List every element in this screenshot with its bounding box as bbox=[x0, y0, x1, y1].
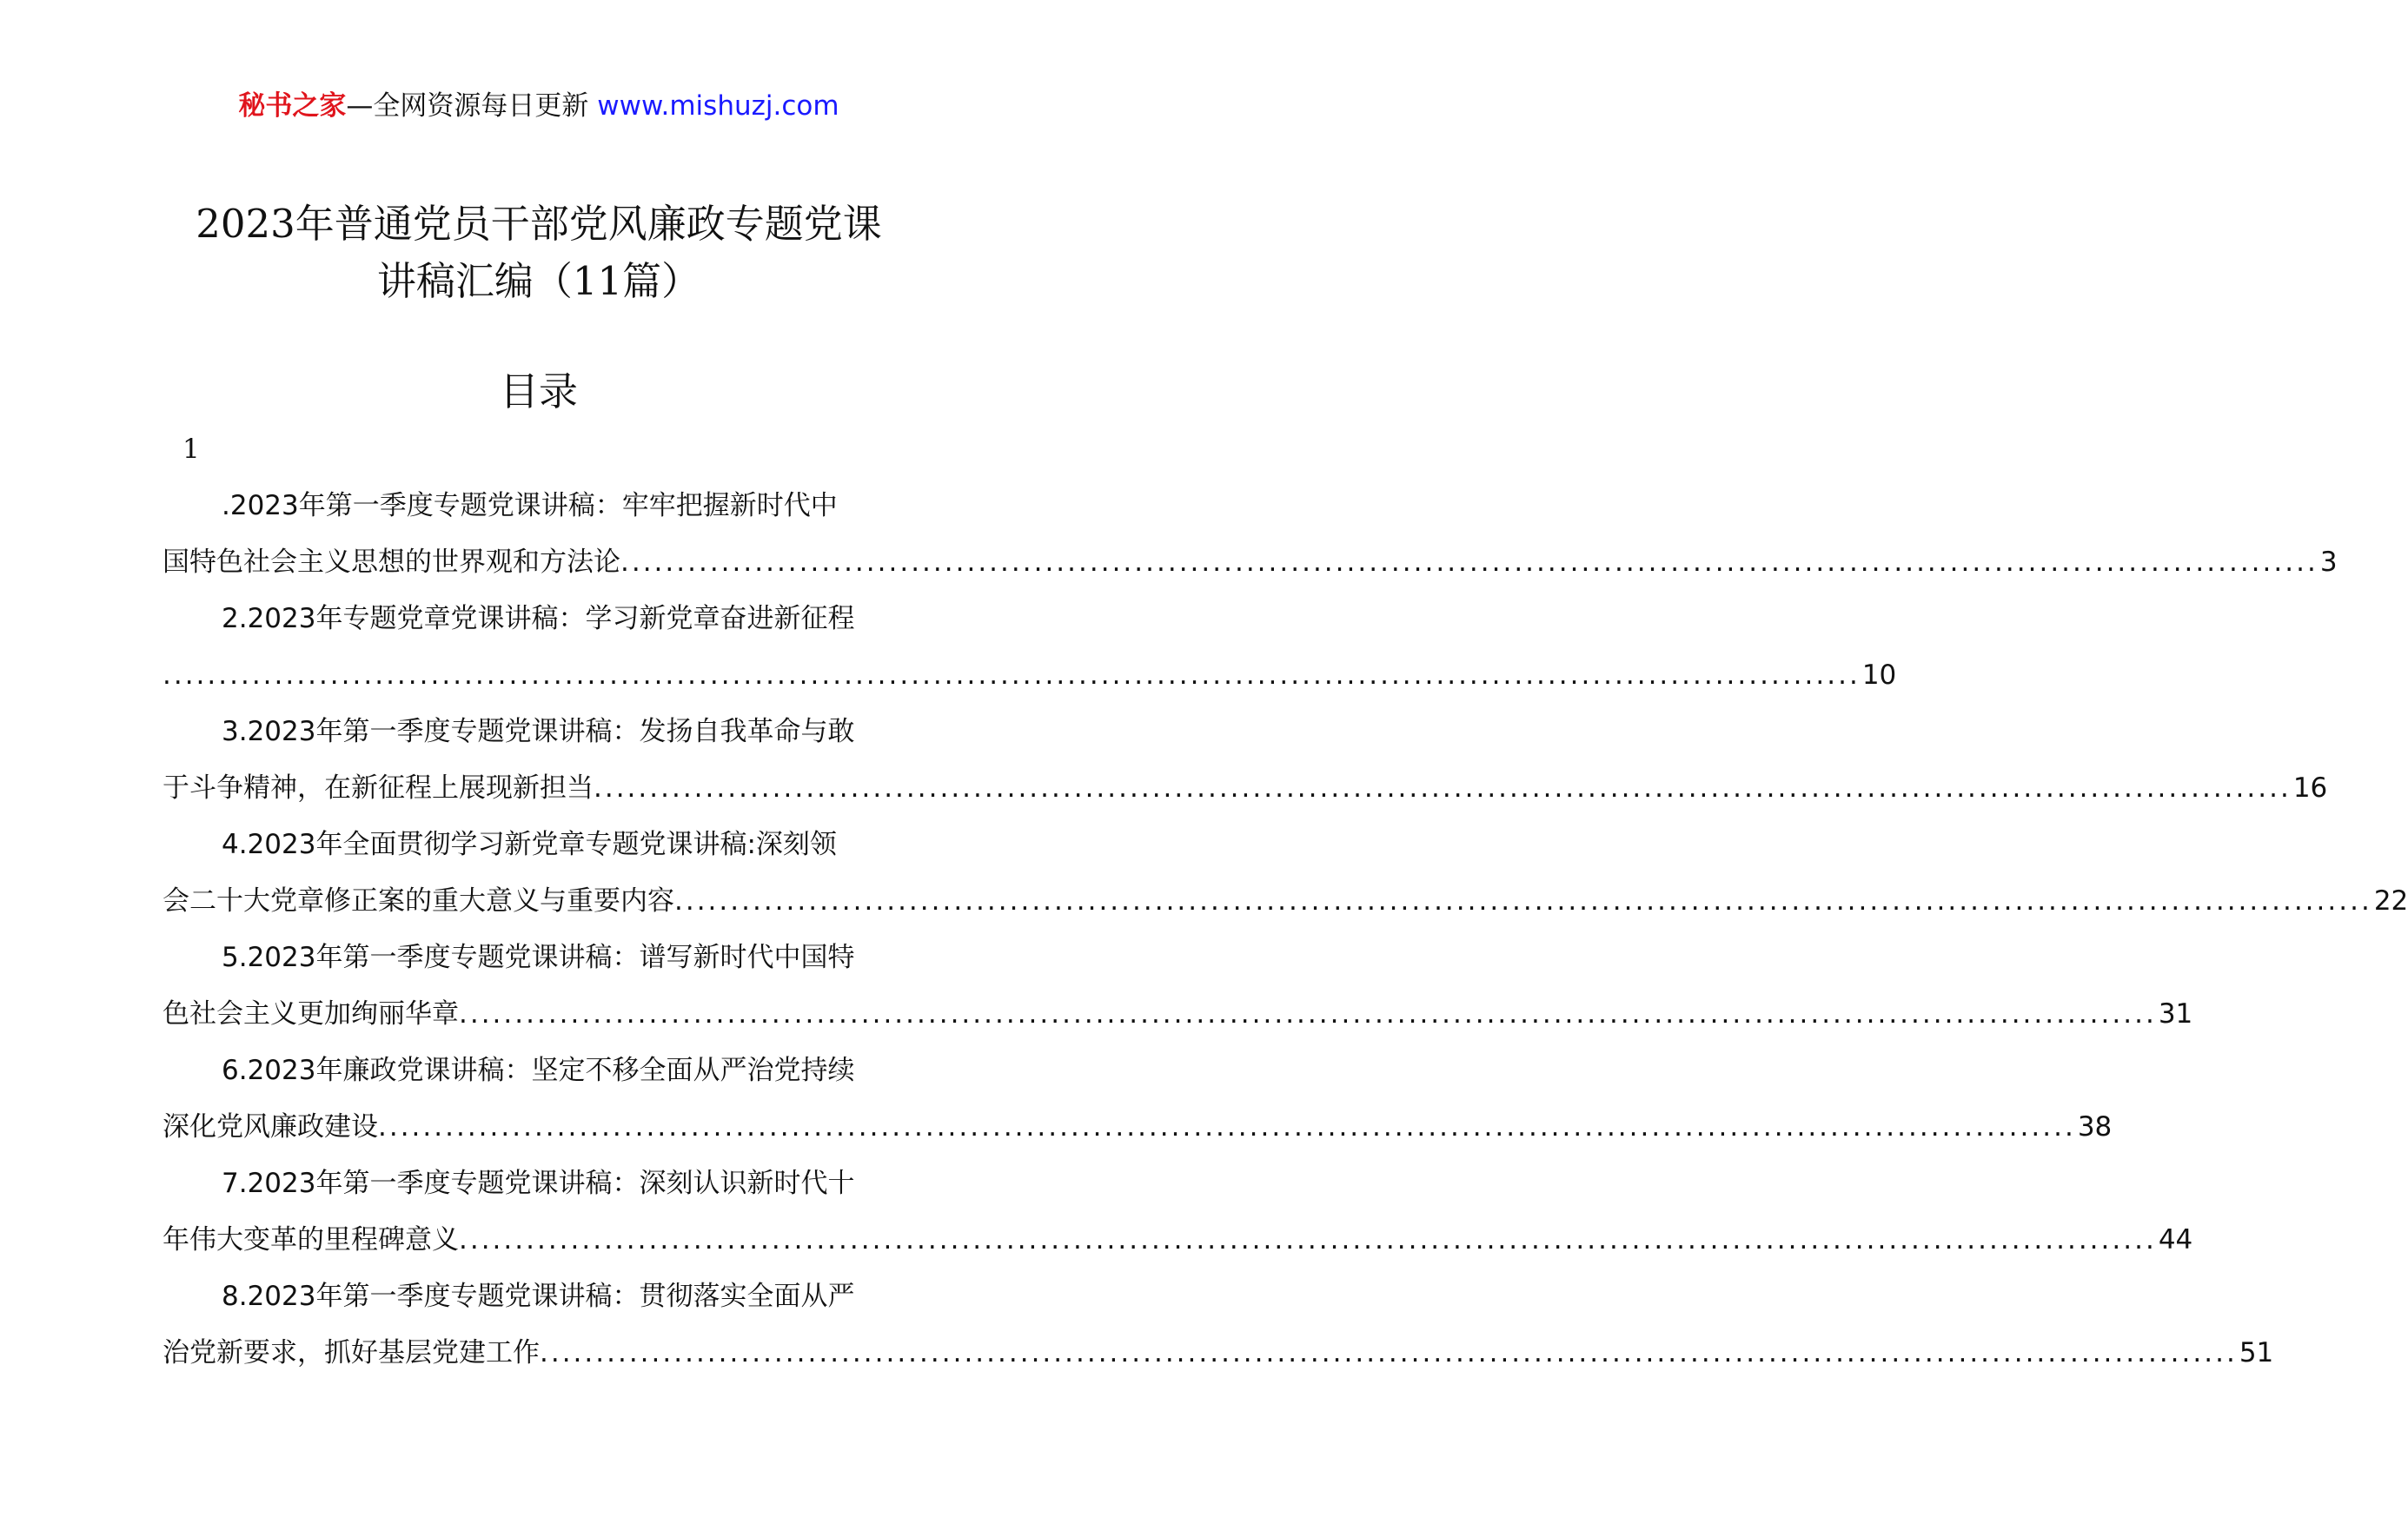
toc-entry-title-continuation: 会二十大党章修正案的重大意义与重要内容 bbox=[163, 885, 674, 917]
site-url-link[interactable]: www.mishuzj.com bbox=[597, 90, 839, 122]
toc-entry-title: .2023年第一季度专题党课讲稿：牢牢把握新时代中 bbox=[222, 490, 838, 521]
toc-entry-title: 8.2023年第一季度专题党课讲稿：贯彻落实全面从严 bbox=[222, 1281, 855, 1312]
toc-entry-title: 7.2023年第一季度专题党课讲稿：深刻认识新时代十 bbox=[222, 1168, 855, 1199]
toc-entry-title-continuation: 国特色社会主义思想的世界观和方法论 bbox=[163, 547, 620, 578]
toc-dot-leader: ........................................................................................................................................................ bbox=[459, 998, 2157, 1030]
table-of-contents bbox=[163, 478, 2408, 1382]
toc-entry[interactable] bbox=[163, 478, 2338, 591]
toc-entry-leader-line bbox=[163, 1325, 2274, 1382]
toc-dot-leader: ........................................................................................................................................................ bbox=[620, 547, 2318, 578]
document-title-line-1: 2023年普通党员干部党风廉政专题党课 bbox=[196, 201, 882, 247]
toc-entry[interactable] bbox=[163, 1043, 2113, 1156]
toc-dot-leader: ........................................................................................................................................................ bbox=[459, 1224, 2157, 1256]
toc-page-number: 3 bbox=[2319, 547, 2338, 578]
toc-dot-leader: ........................................................................................................................................................ bbox=[594, 772, 2292, 804]
toc-entry-leader-line bbox=[163, 986, 2193, 1043]
toc-page-number: 10 bbox=[1861, 659, 1897, 691]
toc-entry-leader-line bbox=[163, 873, 2408, 930]
toc-entry-leader-line bbox=[163, 1099, 2113, 1156]
toc-entry-title: 3.2023年第一季度专题党课讲稿：发扬自我革命与敢 bbox=[222, 716, 855, 747]
toc-entry[interactable] bbox=[163, 817, 2408, 930]
toc-page-number: 51 bbox=[2239, 1337, 2274, 1368]
toc-entry-title-continuation: 深化党风廉政建设 bbox=[163, 1111, 378, 1143]
toc-dot-leader: ........................................................................................................................................................ bbox=[674, 885, 2372, 917]
toc-dot-leader: ........................................................................................................................................................ bbox=[378, 1111, 2076, 1143]
document-title bbox=[0, 195, 1078, 310]
toc-entry-title-continuation: 年伟大变革的里程碑意义 bbox=[163, 1224, 459, 1256]
toc-page-number: 38 bbox=[2077, 1111, 2113, 1143]
toc-entry[interactable] bbox=[163, 930, 2193, 1043]
site-tagline: —全网资源每日更新 bbox=[346, 90, 598, 122]
toc-heading: 目录 bbox=[499, 368, 578, 414]
toc-entry[interactable] bbox=[163, 704, 2328, 817]
document-title-line-2: 讲稿汇编（11篇） bbox=[376, 258, 701, 304]
toc-dot-leader: ........................................................................................................................................................ bbox=[163, 659, 1861, 691]
toc-entry[interactable] bbox=[163, 591, 1897, 704]
toc-page-number: 22 bbox=[2373, 885, 2408, 917]
toc-entry-title-continuation: 于斗争精神，在新征程上展现新担当 bbox=[163, 772, 594, 804]
site-header bbox=[0, 87, 1078, 125]
toc-entry-title: 4.2023年全面贯彻学习新党章专题党课讲稿:深刻领 bbox=[222, 829, 837, 860]
toc-entry-title: 6.2023年廉政党课讲稿：坚定不移全面从严治党持续 bbox=[222, 1055, 855, 1086]
toc-entry[interactable] bbox=[163, 1156, 2193, 1269]
toc-entry-leader-line bbox=[163, 647, 1897, 704]
toc-page-number: 16 bbox=[2292, 772, 2328, 804]
toc-start-marker: 1 bbox=[182, 434, 200, 465]
toc-entry-leader-line bbox=[163, 1212, 2193, 1269]
toc-entry-title-continuation: 色社会主义更加绚丽华章 bbox=[163, 998, 459, 1030]
toc-entry-title-continuation: 治党新要求，抓好基层党建工作 bbox=[163, 1337, 540, 1368]
toc-page-number: 31 bbox=[2158, 998, 2193, 1030]
toc-page-number: 44 bbox=[2158, 1224, 2193, 1256]
toc-entry-leader-line bbox=[163, 760, 2328, 817]
toc-entry[interactable] bbox=[163, 1269, 2274, 1382]
brand-name: 秘书之家 bbox=[238, 90, 347, 122]
toc-entry-leader-line bbox=[163, 534, 2338, 591]
toc-entry-title: 5.2023年第一季度专题党课讲稿：谱写新时代中国特 bbox=[222, 942, 855, 973]
toc-dot-leader: ........................................................................................................................................................ bbox=[540, 1337, 2238, 1368]
toc-entry-title: 2.2023年专题党章党课讲稿：学习新党章奋进新征程 bbox=[222, 603, 855, 634]
